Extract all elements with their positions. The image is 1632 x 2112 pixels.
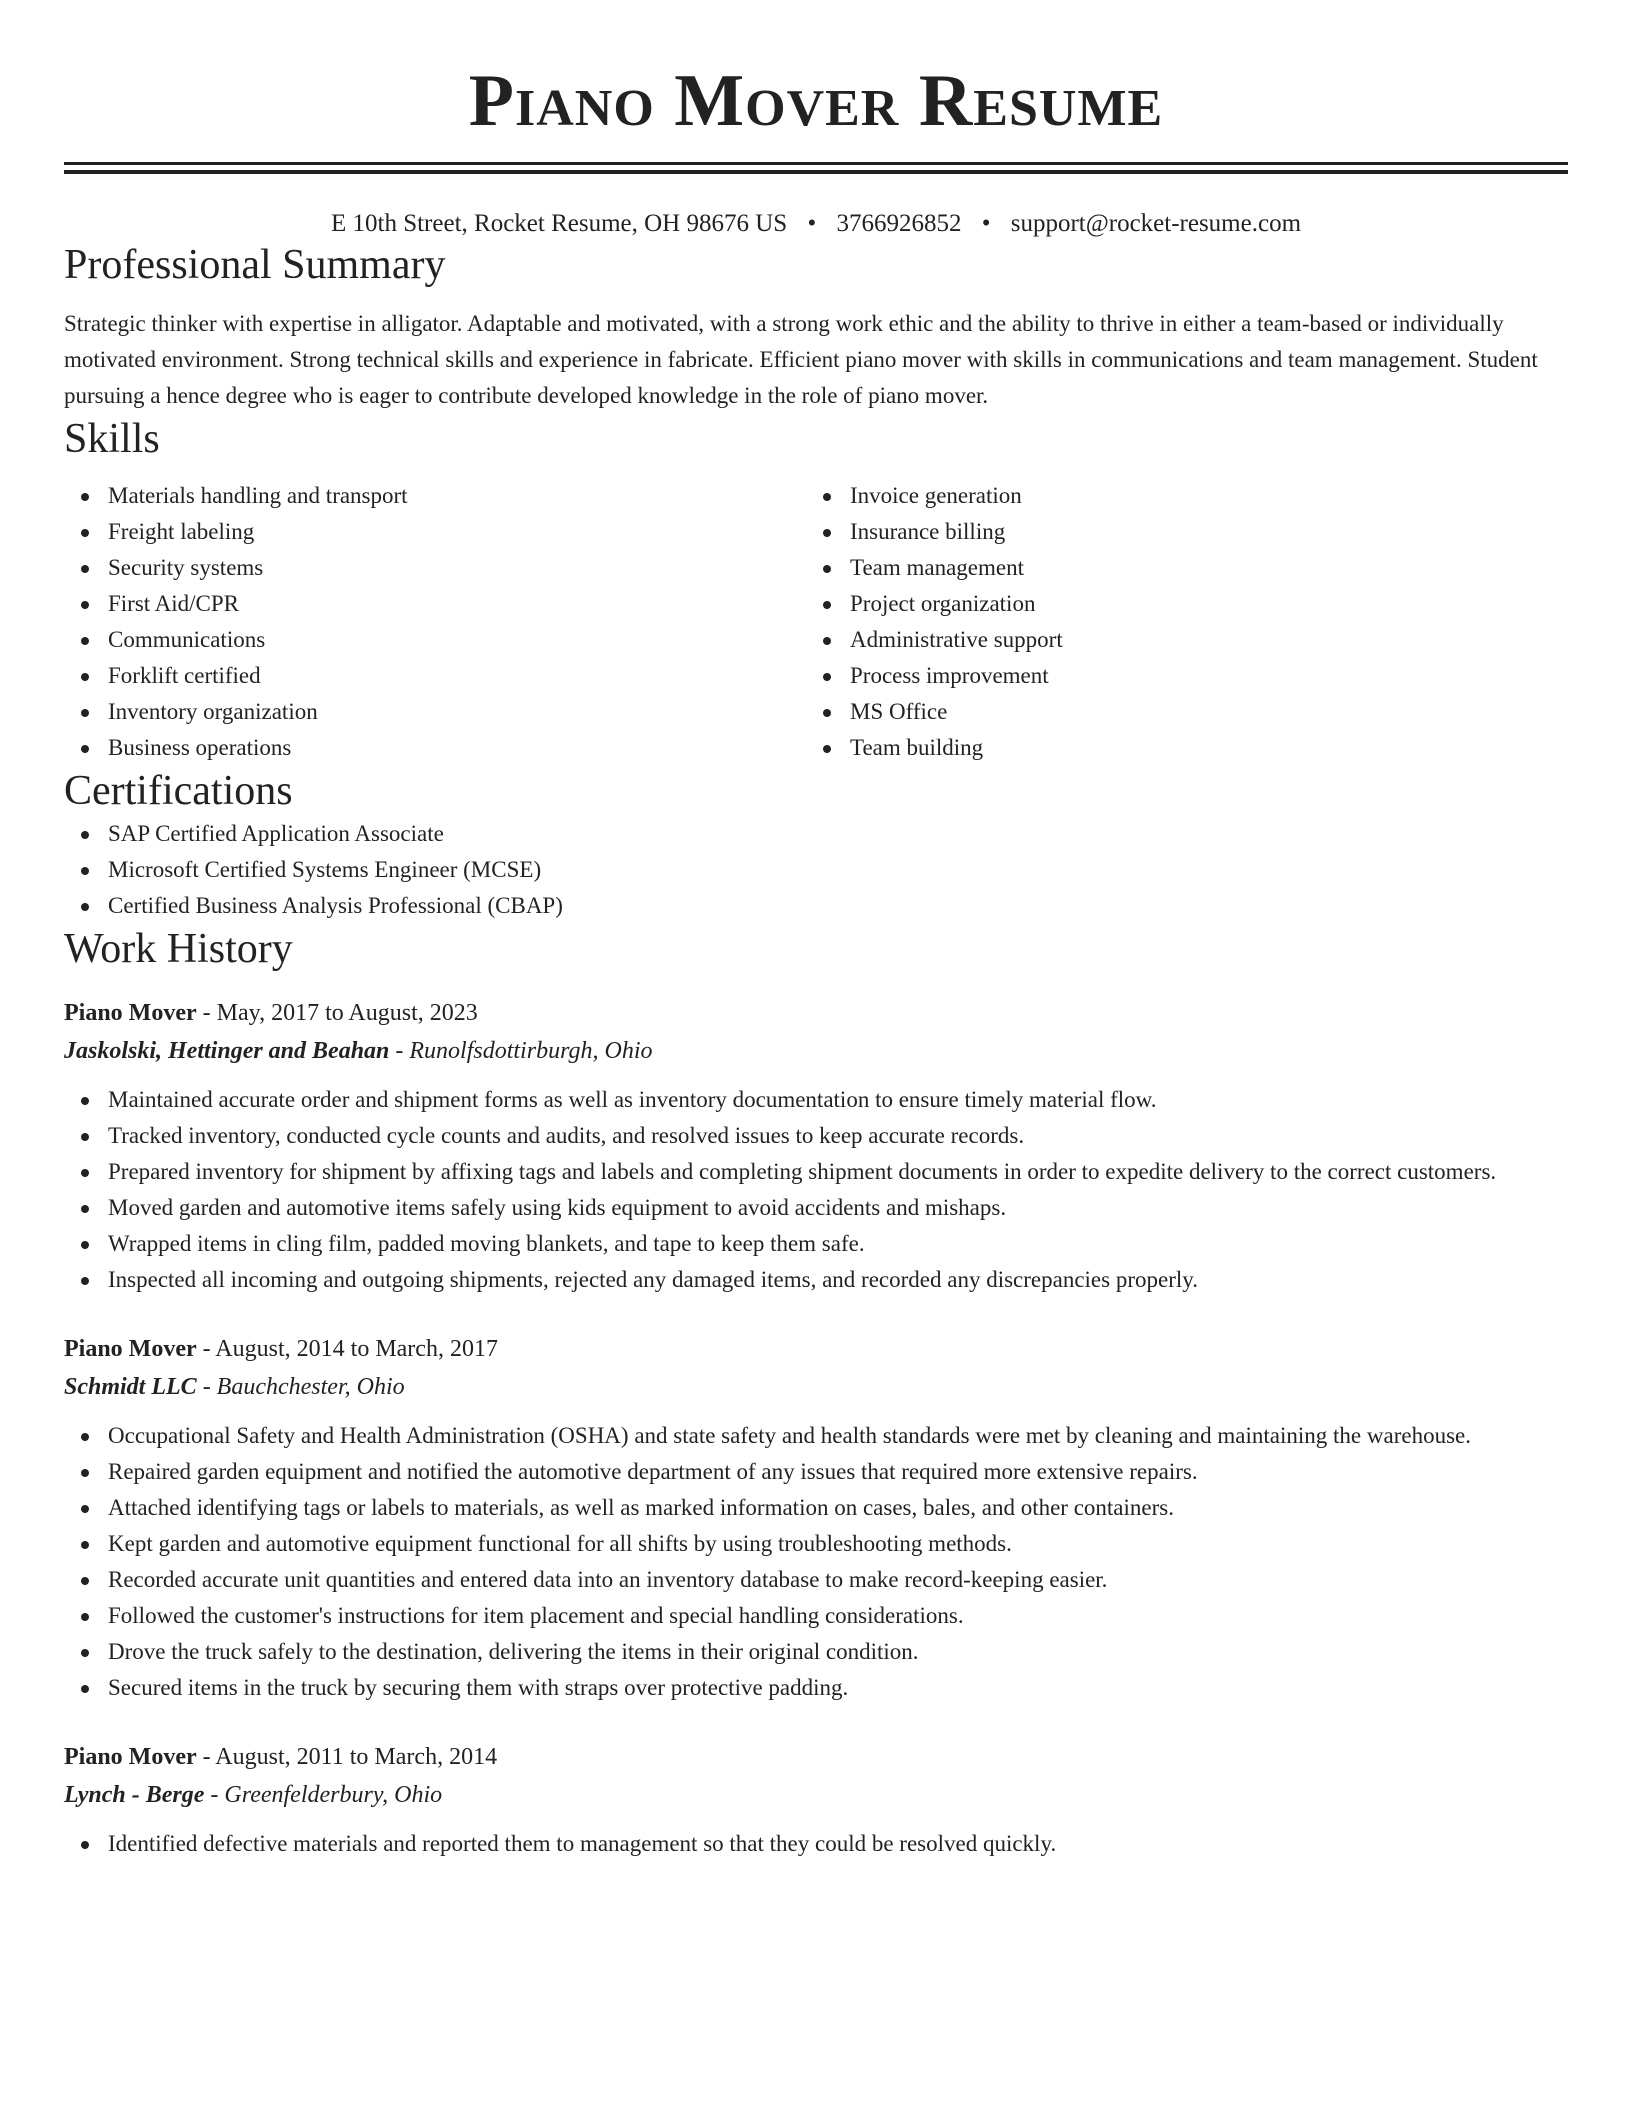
job-duty-item [108,1490,1568,1526]
job-duties-list [64,1418,1568,1706]
job-duties-list [64,1826,1568,1862]
job-duty-item [108,1082,1568,1118]
job-company: Lynch - Berge [64,1782,205,1808]
contact-separator: • [981,210,991,237]
job-entry [64,994,1568,1298]
job-title-line [64,994,1568,1032]
job-duty-item [108,1418,1568,1454]
bullet-icon [81,601,89,609]
job-duty-item [108,1826,1568,1862]
bullet-icon [81,745,89,753]
job-duty-item-text: Recorded accurate unit quantities and entered data into an inventory database to make record-keeping easier. [108,1567,1108,1592]
skill-item-text: Business operations [108,735,292,760]
bullet-icon [81,1541,89,1549]
bullet-icon [81,1133,89,1141]
skill-item [850,730,1548,766]
skills-heading: Skills [64,416,160,462]
skills-list-right [806,478,1548,766]
job-duty-item [108,1634,1568,1670]
bullet-icon [823,673,831,681]
job-company-line [64,1776,1568,1814]
job-company: Jaskolski, Hettinger and Beahan [64,1038,390,1064]
skill-item [850,694,1548,730]
job-duty-item-text: Prepared inventory for shipment by affixing tags and labels and completing shipment documents in order to expedite delivery to the correct customers. [108,1159,1497,1184]
skill-item [108,514,806,550]
bullet-icon [823,565,831,573]
bullet-icon [823,709,831,717]
skill-item [850,586,1548,622]
job-location: - Greenfelderbury, Ohio [204,1782,443,1808]
bullet-icon [823,493,831,501]
bullet-icon [823,745,831,753]
certification-item [108,816,1568,852]
bullet-icon [81,1169,89,1177]
job-title: Piano Mover [64,1744,197,1770]
job-company-line [64,1032,1568,1070]
skill-item-text: Materials handling and transport [108,483,408,508]
bullet-icon [81,831,89,839]
job-company-line [64,1368,1568,1406]
bullet-icon [823,637,831,645]
title-divider-bottom [64,170,1568,174]
contact-separator: • [807,210,817,237]
job-duty-item [108,1670,1568,1706]
certification-item [108,852,1568,888]
certifications-list [64,816,1568,924]
bullet-icon [81,673,89,681]
certification-item-text: Certified Business Analysis Professional (CBAP) [108,893,563,918]
job-duty-item [108,1118,1568,1154]
job-duty-item-text: Kept garden and automotive equipment functional for all shifts by using troubleshooting methods. [108,1531,1012,1556]
bullet-icon [81,1685,89,1693]
skill-item-text: Process improvement [850,663,1049,688]
bullet-icon [81,1277,89,1285]
skill-item [850,622,1548,658]
skill-item [108,658,806,694]
bullet-icon [81,1613,89,1621]
job-duty-item [108,1562,1568,1598]
job-duty-item-text: Drove the truck safely to the destination, delivering the items in their original condition. [108,1639,919,1664]
bullet-icon [81,1097,89,1105]
job-duty-item-text: Tracked inventory, conducted cycle counts and audits, and resolved issues to keep accurate records. [108,1123,1025,1148]
job-duty-item [108,1598,1568,1634]
skill-item-text: First Aid/CPR [108,591,240,616]
job-duty-item-text: Maintained accurate order and shipment forms as well as inventory documentation to ensure timely material flow. [108,1087,1157,1112]
bullet-icon [81,1205,89,1213]
skills-columns [64,478,1568,766]
skill-item [850,550,1548,586]
certifications-heading: Certifications [64,768,293,814]
job-dates: - August, 2014 to March, 2017 [196,1336,498,1362]
job-duties-list [64,1082,1568,1298]
job-entry [64,1330,1568,1706]
skill-item-text: Security systems [108,555,264,580]
resume-page [64,0,1568,1862]
bullet-icon [81,637,89,645]
job-duty-item [108,1190,1568,1226]
job-duty-item [108,1226,1568,1262]
job-duty-item-text: Occupational Safety and Health Administration (OSHA) and state safety and health standards were met by cleaning and maintaining the warehouse. [108,1423,1471,1448]
skill-item-text: Team management [850,555,1025,580]
skill-item-text: Freight labeling [108,519,255,544]
skill-item-text: MS Office [850,699,948,724]
skill-item [108,622,806,658]
skill-item-text: Inventory organization [108,699,318,724]
skill-item [108,478,806,514]
bullet-icon [81,1577,89,1585]
job-duty-item [108,1454,1568,1490]
job-duty-item-text: Moved garden and automotive items safely using kids equipment to avoid accidents and mishaps. [108,1195,1007,1220]
job-title-line [64,1738,1568,1776]
certification-item-text: SAP Certified Application Associate [108,821,444,846]
job-title: Piano Mover [64,1000,197,1026]
skill-item [108,586,806,622]
contact-address: E 10th Street, Rocket Resume, OH 98676 US [330,210,788,237]
job-duty-item [108,1526,1568,1562]
job-duty-item-text: Wrapped items in cling film, padded moving blankets, and tape to keep them safe. [108,1231,865,1256]
skill-item [850,514,1548,550]
job-location: - Bauchchester, Ohio [196,1374,405,1400]
skill-item-text: Invoice generation [850,483,1022,508]
job-dates: - May, 2017 to August, 2023 [196,1000,478,1026]
work-history-heading: Work History [64,926,293,972]
skills-column-left [64,478,806,766]
skills-column-right [806,478,1548,766]
certification-item [108,888,1568,924]
skill-item-text: Communications [108,627,266,652]
bullet-icon [81,529,89,537]
bullet-icon [81,903,89,911]
bullet-icon [81,1505,89,1513]
skill-item-text: Forklift certified [108,663,261,688]
bullet-icon [81,1241,89,1249]
bullet-icon [81,709,89,717]
skill-item-text: Project organization [850,591,1036,616]
job-entry [64,1738,1568,1862]
job-duty-item [108,1154,1568,1190]
bullet-icon [81,565,89,573]
skill-item [850,658,1548,694]
skill-item-text: Administrative support [850,627,1063,652]
job-location: - Runolfsdottirburgh, Ohio [389,1038,653,1064]
job-duty-item-text: Identified defective materials and reported them to management so that they could be resolved quickly. [108,1831,1057,1856]
job-dates: - August, 2011 to March, 2014 [196,1744,498,1770]
bullet-icon [81,1649,89,1657]
contact-email: support@rocket-resume.com [1010,210,1302,237]
bullet-icon [81,1433,89,1441]
bullet-icon [81,867,89,875]
skill-item-text: Team building [850,735,984,760]
job-title: Piano Mover [64,1336,197,1362]
certification-item-text: Microsoft Certified Systems Engineer (MCSE) [108,857,542,882]
skill-item-text: Insurance billing [850,519,1006,544]
skill-item [108,694,806,730]
summary-heading: Professional Summary [64,242,446,288]
title-divider-top [64,162,1568,165]
job-duty-item-text: Repaired garden equipment and notified the automotive department of any issues that required more extensive repairs. [108,1459,1198,1484]
work-history-list [64,994,1568,1862]
resume-title: Piano Mover Resume [468,60,1164,142]
skill-item [850,478,1548,514]
bullet-icon [81,1841,89,1849]
job-duty-item-text: Secured items in the truck by securing them with straps over protective padding. [108,1675,849,1700]
job-duty-item-text: Inspected all incoming and outgoing shipments, rejected any damaged items, and recorded any discrepancies properly. [108,1267,1199,1292]
skills-list-left [64,478,806,766]
contact-line [64,208,1568,240]
job-title-line [64,1330,1568,1368]
job-company: Schmidt LLC [64,1374,197,1400]
skill-item [108,730,806,766]
bullet-icon [81,493,89,501]
bullet-icon [823,529,831,537]
skill-item [108,550,806,586]
contact-phone: 3766926852 [836,210,962,237]
job-duty-item [108,1262,1568,1298]
bullet-icon [81,1469,89,1477]
bullet-icon [823,601,831,609]
job-duty-item-text: Attached identifying tags or labels to materials, as well as marked information on cases, bales, and other containers. [108,1495,1174,1520]
summary-text: Strategic thinker with expertise in alligator. Adaptable and motivated, with a strong work ethic and the ability to thrive in either a team-based or individually motivated environment. Strong technical skills and experience in fabricate. Efficient piano mover with skills in communications and team management. Student pursuing a hence degree who is eager to contribute developed knowledge in the role of piano mover. [64,311,1538,408]
job-duty-item-text: Followed the customer's instructions for item placement and special handling considerations. [108,1603,964,1628]
